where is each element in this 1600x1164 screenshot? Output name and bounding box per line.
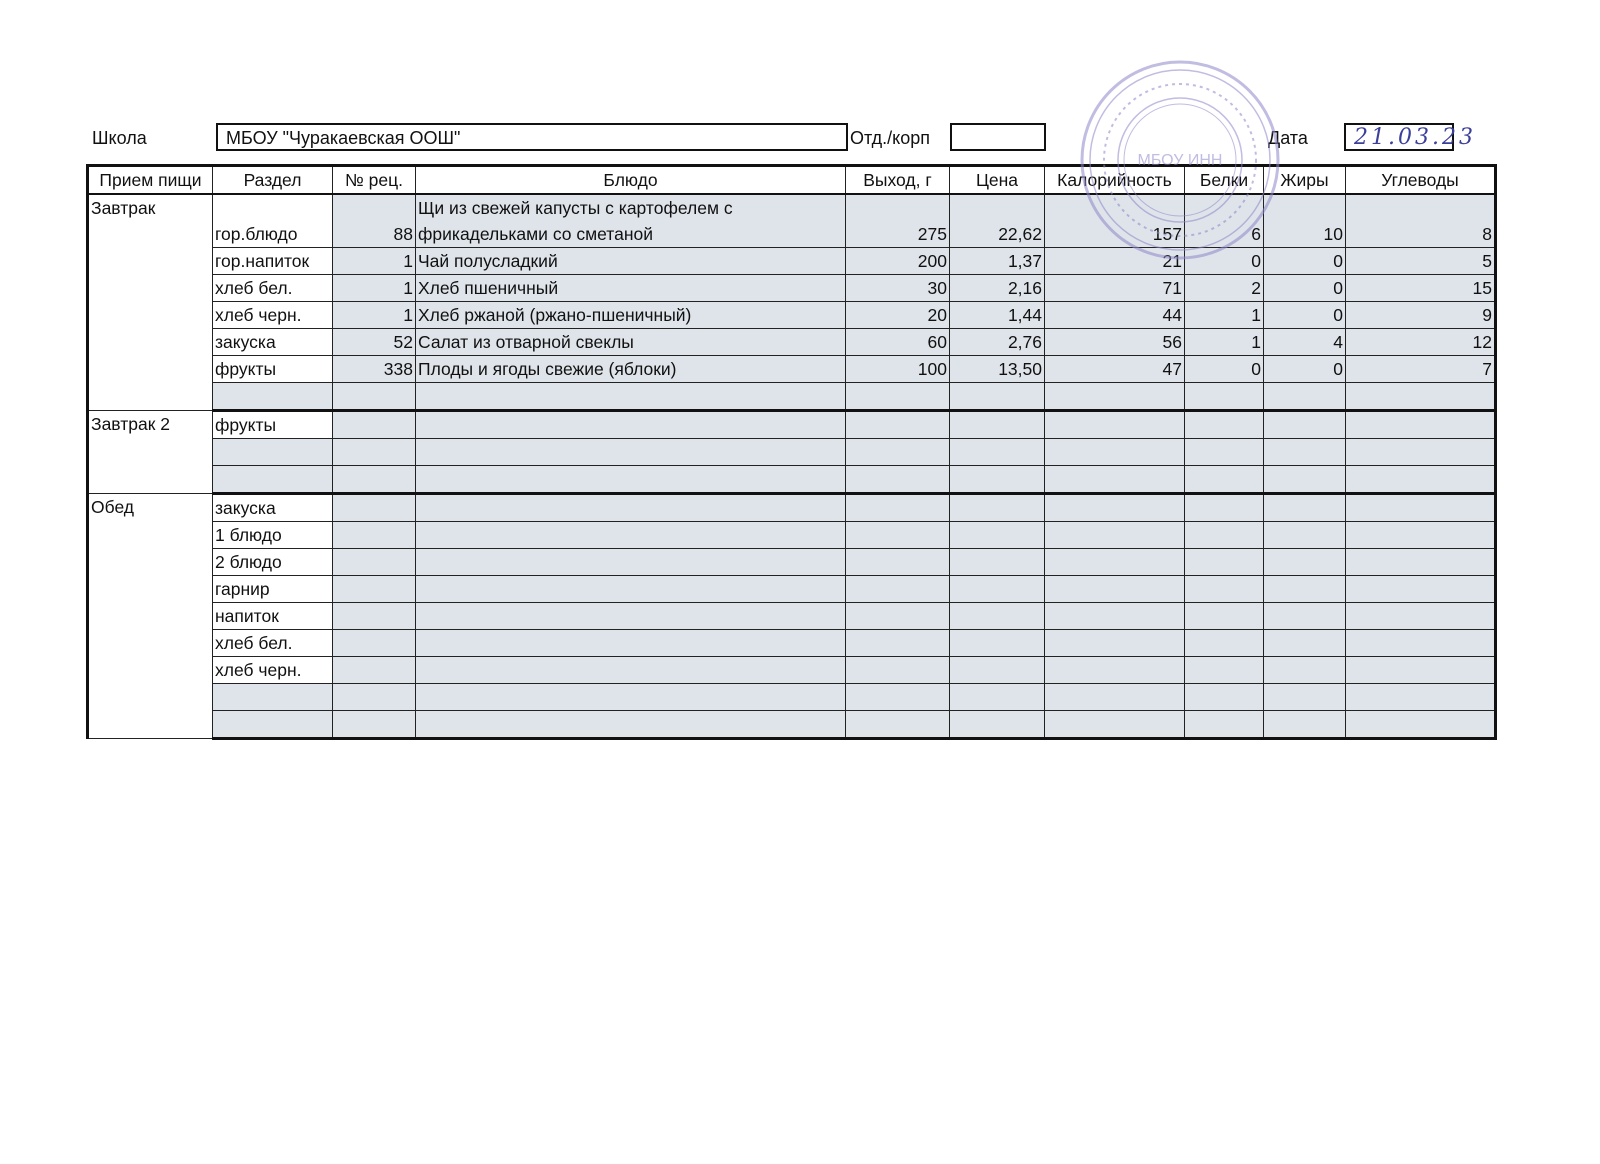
dish-cell <box>416 383 846 411</box>
section-cell <box>213 684 333 711</box>
yield-cell <box>846 711 950 739</box>
carbs-cell: 12 <box>1346 329 1496 356</box>
yield-cell <box>846 603 950 630</box>
col-header: Жиры <box>1264 166 1346 195</box>
fat-cell <box>1264 383 1346 411</box>
protein-cell <box>1185 657 1264 684</box>
dish-cell: Хлеб ржаной (ржано-пшеничный) <box>416 302 846 329</box>
section-cell: гор.блюдо <box>213 194 333 248</box>
protein-cell: 0 <box>1185 356 1264 383</box>
meal-name-cell: Завтрак <box>88 194 213 411</box>
table-row <box>88 356 1496 383</box>
protein-cell: 1 <box>1185 329 1264 356</box>
dish-cell <box>416 603 846 630</box>
dish-cell <box>416 522 846 549</box>
yield-cell <box>846 383 950 411</box>
price-cell <box>950 603 1045 630</box>
yield-cell <box>846 494 950 522</box>
price-cell: 22,62 <box>950 194 1045 248</box>
price-cell: 1,37 <box>950 248 1045 275</box>
section-cell: хлеб черн. <box>213 657 333 684</box>
price-cell: 1,44 <box>950 302 1045 329</box>
recipe-cell: 1 <box>333 275 416 302</box>
yield-cell <box>846 630 950 657</box>
fat-cell: 4 <box>1264 329 1346 356</box>
fat-cell: 0 <box>1264 356 1346 383</box>
table-row <box>88 275 1496 302</box>
dish-cell <box>416 657 846 684</box>
table-row <box>88 711 1496 739</box>
table-row <box>88 630 1496 657</box>
yield-cell: 200 <box>846 248 950 275</box>
col-header: Белки <box>1185 166 1264 195</box>
price-cell <box>950 576 1045 603</box>
table-row <box>88 411 1496 439</box>
dish-cell <box>416 466 846 494</box>
yield-cell <box>846 549 950 576</box>
dept-label: Отд./корп <box>850 128 930 148</box>
date-field: 21.03.23 <box>1344 123 1454 151</box>
yield-cell <box>846 439 950 466</box>
section-cell: напиток <box>213 603 333 630</box>
protein-cell <box>1185 603 1264 630</box>
kcal-cell <box>1045 630 1185 657</box>
recipe-cell <box>333 549 416 576</box>
protein-cell <box>1185 711 1264 739</box>
fat-cell <box>1264 711 1346 739</box>
recipe-cell <box>333 711 416 739</box>
dish-cell <box>416 711 846 739</box>
protein-cell <box>1185 494 1264 522</box>
yield-cell: 275 <box>846 194 950 248</box>
dept-field <box>950 123 1046 151</box>
carbs-cell <box>1346 657 1496 684</box>
meal-name-cell: Обед <box>88 494 213 739</box>
section-cell: гарнир <box>213 576 333 603</box>
kcal-cell <box>1045 684 1185 711</box>
kcal-cell <box>1045 466 1185 494</box>
fat-cell: 10 <box>1264 194 1346 248</box>
col-header: Выход, г <box>846 166 950 195</box>
col-header: Блюдо <box>416 166 846 195</box>
table-row <box>88 439 1496 466</box>
protein-cell <box>1185 576 1264 603</box>
school-name-field: МБОУ "Чуракаевская ООШ" <box>216 123 848 151</box>
recipe-cell <box>333 522 416 549</box>
carbs-cell: 7 <box>1346 356 1496 383</box>
kcal-cell <box>1045 383 1185 411</box>
dish-cell <box>416 576 846 603</box>
menu-body <box>88 194 1496 739</box>
school-label: Школа <box>92 128 147 148</box>
fat-cell <box>1264 549 1346 576</box>
dish-cell: Плоды и ягоды свежие (яблоки) <box>416 356 846 383</box>
table-row <box>88 466 1496 494</box>
dish-cell: Щи из свежей капусты с картофелем с фрикадельками со сметаной <box>416 194 846 248</box>
kcal-cell <box>1045 549 1185 576</box>
yield-cell <box>846 576 950 603</box>
recipe-cell: 52 <box>333 329 416 356</box>
carbs-cell: 15 <box>1346 275 1496 302</box>
kcal-cell <box>1045 576 1185 603</box>
price-cell <box>950 684 1045 711</box>
carbs-cell <box>1346 711 1496 739</box>
table-row <box>88 494 1496 522</box>
yield-cell: 30 <box>846 275 950 302</box>
dish-cell <box>416 549 846 576</box>
protein-cell: 6 <box>1185 194 1264 248</box>
section-cell: гор.напиток <box>213 248 333 275</box>
kcal-cell: 44 <box>1045 302 1185 329</box>
dish-cell: Чай полусладкий <box>416 248 846 275</box>
yield-cell: 60 <box>846 329 950 356</box>
recipe-cell <box>333 657 416 684</box>
carbs-cell <box>1346 383 1496 411</box>
table-row <box>88 302 1496 329</box>
price-cell: 13,50 <box>950 356 1045 383</box>
section-cell: хлеб бел. <box>213 275 333 302</box>
protein-cell <box>1185 383 1264 411</box>
carbs-cell <box>1346 684 1496 711</box>
table-row <box>88 684 1496 711</box>
yield-cell: 20 <box>846 302 950 329</box>
price-cell <box>950 657 1045 684</box>
section-cell <box>213 383 333 411</box>
yield-cell <box>846 466 950 494</box>
table-row <box>88 603 1496 630</box>
recipe-cell <box>333 630 416 657</box>
protein-cell <box>1185 439 1264 466</box>
table-row <box>88 383 1496 411</box>
kcal-cell <box>1045 411 1185 439</box>
price-cell <box>950 522 1045 549</box>
kcal-cell: 21 <box>1045 248 1185 275</box>
recipe-cell <box>333 494 416 522</box>
carbs-cell <box>1346 466 1496 494</box>
yield-cell <box>846 411 950 439</box>
carbs-cell <box>1346 630 1496 657</box>
date-label: Дата <box>1268 128 1308 148</box>
recipe-cell <box>333 466 416 494</box>
fat-cell <box>1264 603 1346 630</box>
col-header: Прием пищи <box>88 166 213 195</box>
dish-cell: Хлеб пшеничный <box>416 275 846 302</box>
price-cell <box>950 549 1045 576</box>
protein-cell <box>1185 630 1264 657</box>
yield-cell <box>846 522 950 549</box>
fat-cell <box>1264 494 1346 522</box>
kcal-cell: 56 <box>1045 329 1185 356</box>
dish-cell <box>416 494 846 522</box>
recipe-cell <box>333 439 416 466</box>
yield-cell <box>846 657 950 684</box>
fat-cell <box>1264 657 1346 684</box>
dish-cell <box>416 630 846 657</box>
protein-cell <box>1185 466 1264 494</box>
stamp-text: МБОУ ИНН <box>1137 152 1223 169</box>
kcal-cell <box>1045 657 1185 684</box>
meal-name-cell: Завтрак 2 <box>88 411 213 494</box>
recipe-cell: 1 <box>333 302 416 329</box>
col-header: Калорийность <box>1045 166 1185 195</box>
carbs-cell <box>1346 411 1496 439</box>
fat-cell <box>1264 466 1346 494</box>
price-cell <box>950 411 1045 439</box>
protein-cell: 0 <box>1185 248 1264 275</box>
document-header <box>86 123 1494 155</box>
protein-cell: 2 <box>1185 275 1264 302</box>
fat-cell: 0 <box>1264 248 1346 275</box>
protein-cell: 1 <box>1185 302 1264 329</box>
kcal-cell <box>1045 711 1185 739</box>
table-row <box>88 522 1496 549</box>
protein-cell <box>1185 684 1264 711</box>
col-header: № рец. <box>333 166 416 195</box>
kcal-cell: 71 <box>1045 275 1185 302</box>
recipe-cell <box>333 603 416 630</box>
protein-cell <box>1185 522 1264 549</box>
table-header-row <box>88 166 1496 195</box>
table-row <box>88 576 1496 603</box>
carbs-cell <box>1346 576 1496 603</box>
recipe-cell <box>333 684 416 711</box>
kcal-cell <box>1045 522 1185 549</box>
fat-cell <box>1264 522 1346 549</box>
carbs-cell <box>1346 522 1496 549</box>
recipe-cell: 88 <box>333 194 416 248</box>
price-cell: 2,16 <box>950 275 1045 302</box>
yield-cell: 100 <box>846 356 950 383</box>
fat-cell <box>1264 411 1346 439</box>
carbs-cell <box>1346 603 1496 630</box>
protein-cell <box>1185 411 1264 439</box>
recipe-cell: 338 <box>333 356 416 383</box>
dish-cell <box>416 411 846 439</box>
carbs-cell: 9 <box>1346 302 1496 329</box>
section-cell: закуска <box>213 329 333 356</box>
yield-cell <box>846 684 950 711</box>
section-cell <box>213 439 333 466</box>
section-cell: фрукты <box>213 356 333 383</box>
price-cell <box>950 439 1045 466</box>
price-cell: 2,76 <box>950 329 1045 356</box>
section-cell <box>213 466 333 494</box>
kcal-cell: 47 <box>1045 356 1185 383</box>
carbs-cell <box>1346 494 1496 522</box>
col-header: Цена <box>950 166 1045 195</box>
menu-table <box>86 164 1497 740</box>
section-cell: хлеб черн. <box>213 302 333 329</box>
carbs-cell <box>1346 439 1496 466</box>
dish-cell: Салат из отварной свеклы <box>416 329 846 356</box>
table-row <box>88 549 1496 576</box>
recipe-cell: 1 <box>333 248 416 275</box>
section-cell <box>213 711 333 739</box>
price-cell <box>950 466 1045 494</box>
table-row <box>88 194 1496 248</box>
section-cell: 1 блюдо <box>213 522 333 549</box>
recipe-cell <box>333 576 416 603</box>
col-header: Раздел <box>213 166 333 195</box>
fat-cell <box>1264 439 1346 466</box>
recipe-cell <box>333 383 416 411</box>
kcal-cell: 157 <box>1045 194 1185 248</box>
fat-cell: 0 <box>1264 275 1346 302</box>
price-cell <box>950 630 1045 657</box>
fat-cell <box>1264 684 1346 711</box>
carbs-cell: 5 <box>1346 248 1496 275</box>
section-cell: закуска <box>213 494 333 522</box>
kcal-cell <box>1045 439 1185 466</box>
price-cell <box>950 494 1045 522</box>
carbs-cell <box>1346 549 1496 576</box>
col-header: Углеводы <box>1346 166 1496 195</box>
fat-cell <box>1264 630 1346 657</box>
dish-cell <box>416 684 846 711</box>
fat-cell <box>1264 576 1346 603</box>
fat-cell: 0 <box>1264 302 1346 329</box>
price-cell <box>950 383 1045 411</box>
table-row <box>88 657 1496 684</box>
table-row <box>88 248 1496 275</box>
carbs-cell: 8 <box>1346 194 1496 248</box>
kcal-cell <box>1045 603 1185 630</box>
section-cell: 2 блюдо <box>213 549 333 576</box>
dish-cell <box>416 439 846 466</box>
protein-cell <box>1185 549 1264 576</box>
section-cell: хлеб бел. <box>213 630 333 657</box>
table-row <box>88 329 1496 356</box>
price-cell <box>950 711 1045 739</box>
kcal-cell <box>1045 494 1185 522</box>
recipe-cell <box>333 411 416 439</box>
section-cell: фрукты <box>213 411 333 439</box>
